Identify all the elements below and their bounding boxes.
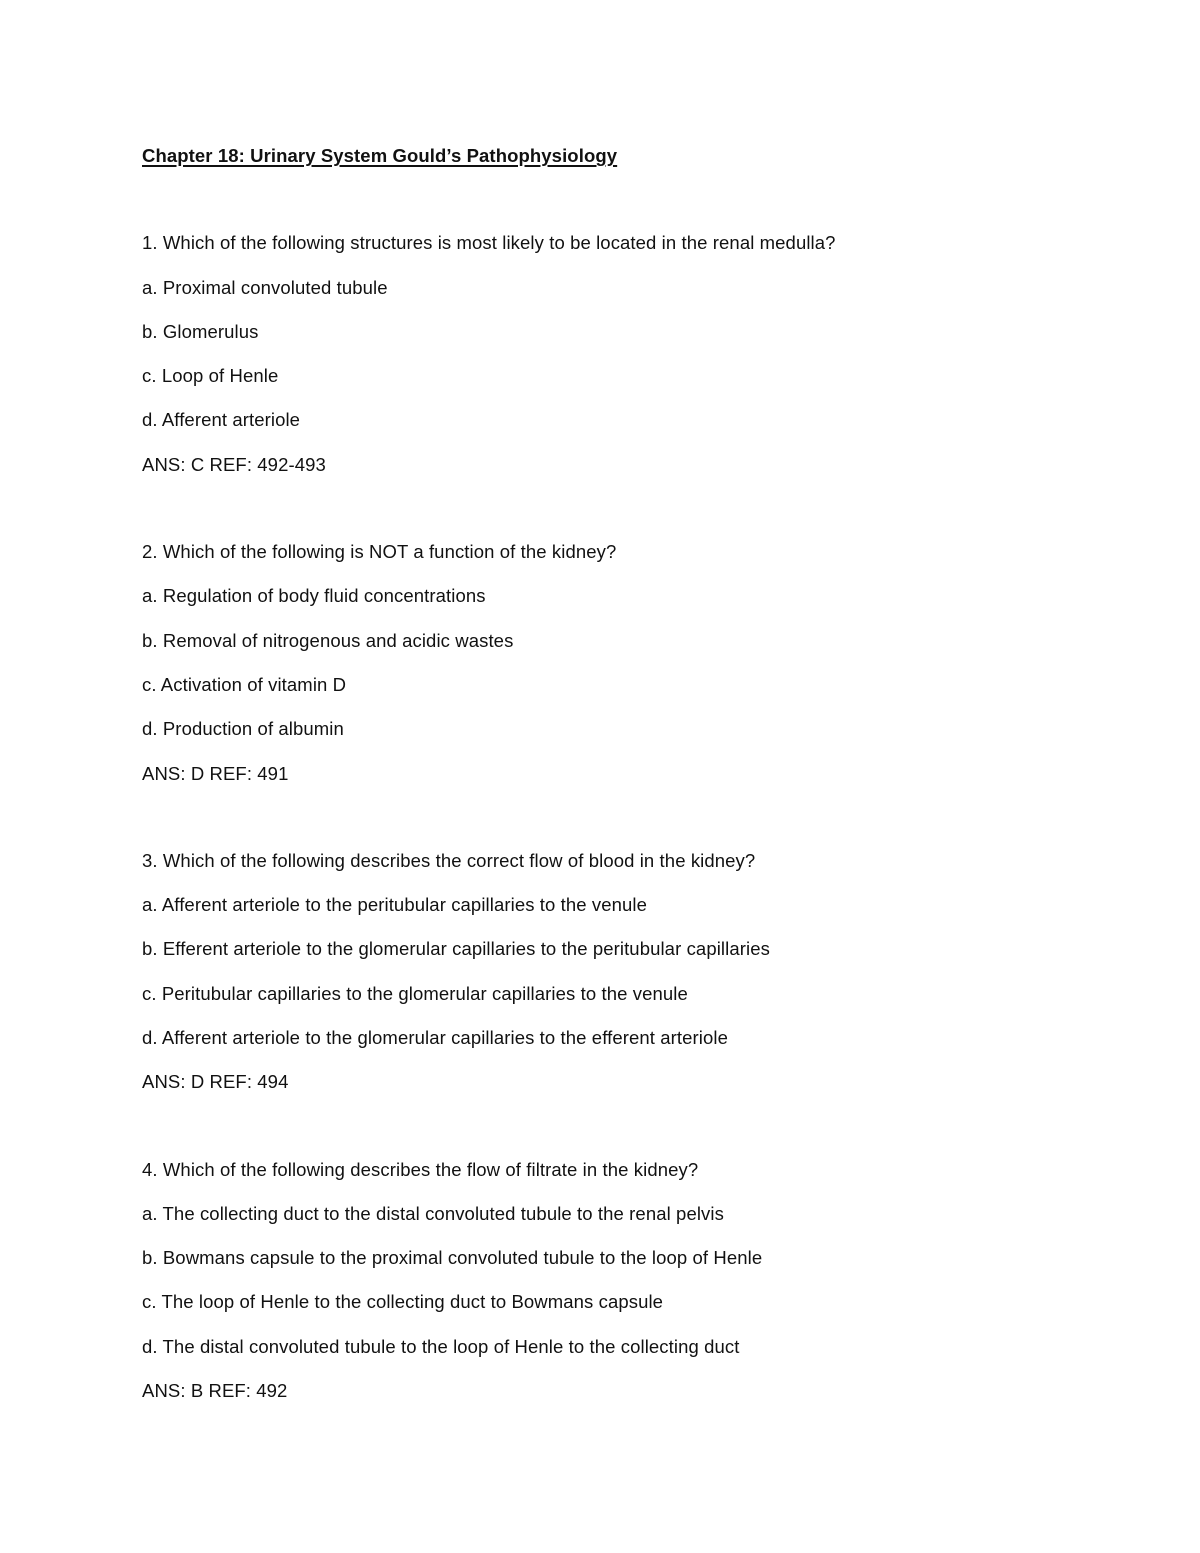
question-text-4: 4. Which of the following describes the flow of filtrate in the kidney? — [142, 1159, 699, 1180]
question-3-option-a: a. Afferent arteriole to the peritubular capillaries to the venule — [142, 894, 648, 915]
question-4-answer: ANS: B REF: 492 — [142, 1380, 288, 1401]
question-2-option-c: c. Activation of vitamin D — [142, 674, 347, 695]
question-1-option-d: d. Afferent arteriole — [142, 409, 301, 430]
question-2-option-b: b. Removal of nitrogenous and acidic wastes — [142, 630, 514, 651]
question-2-answer: ANS: D REF: 491 — [142, 763, 289, 784]
question-text-2: 2. Which of the following is NOT a function of the kidney? — [142, 541, 617, 562]
question-1-option-a: a. Proximal convoluted tubule — [142, 277, 388, 298]
question-3-option-d: d. Afferent arteriole to the glomerular capillaries to the efferent arteriole — [142, 1027, 728, 1048]
page-title: Chapter 18: Urinary System Gould’s Pathophysiology — [142, 145, 618, 166]
question-1-option-b: b. Glomerulus — [142, 321, 259, 342]
question-4-option-c: c. The loop of Henle to the collecting duct to Bowmans capsule — [142, 1291, 664, 1312]
question-3-answer: ANS: D REF: 494 — [142, 1071, 289, 1092]
question-4-option-a: a. The collecting duct to the distal convoluted tubule to the renal pelvis — [142, 1203, 724, 1224]
question-3-option-c: c. Peritubular capillaries to the glomerular capillaries to the venule — [142, 983, 688, 1004]
question-text-3: 3. Which of the following describes the correct flow of blood in the kidney? — [142, 850, 756, 871]
question-4-option-d: d. The distal convoluted tubule to the loop of Henle to the collecting duct — [142, 1336, 740, 1357]
question-3-option-b: b. Efferent arteriole to the glomerular capillaries to the peritubular capillaries — [142, 938, 770, 959]
question-1-option-c: c. Loop of Henle — [142, 365, 279, 386]
question-2-option-d: d. Production of albumin — [142, 718, 344, 739]
question-2-option-a: a. Regulation of body fluid concentrations — [142, 585, 486, 606]
question-1-answer: ANS: C REF: 492-493 — [142, 454, 326, 475]
question-4-option-b: b. Bowmans capsule to the proximal convoluted tubule to the loop of Henle — [142, 1247, 763, 1268]
question-text-1: 1. Which of the following structures is most likely to be located in the renal medulla? — [142, 232, 836, 253]
